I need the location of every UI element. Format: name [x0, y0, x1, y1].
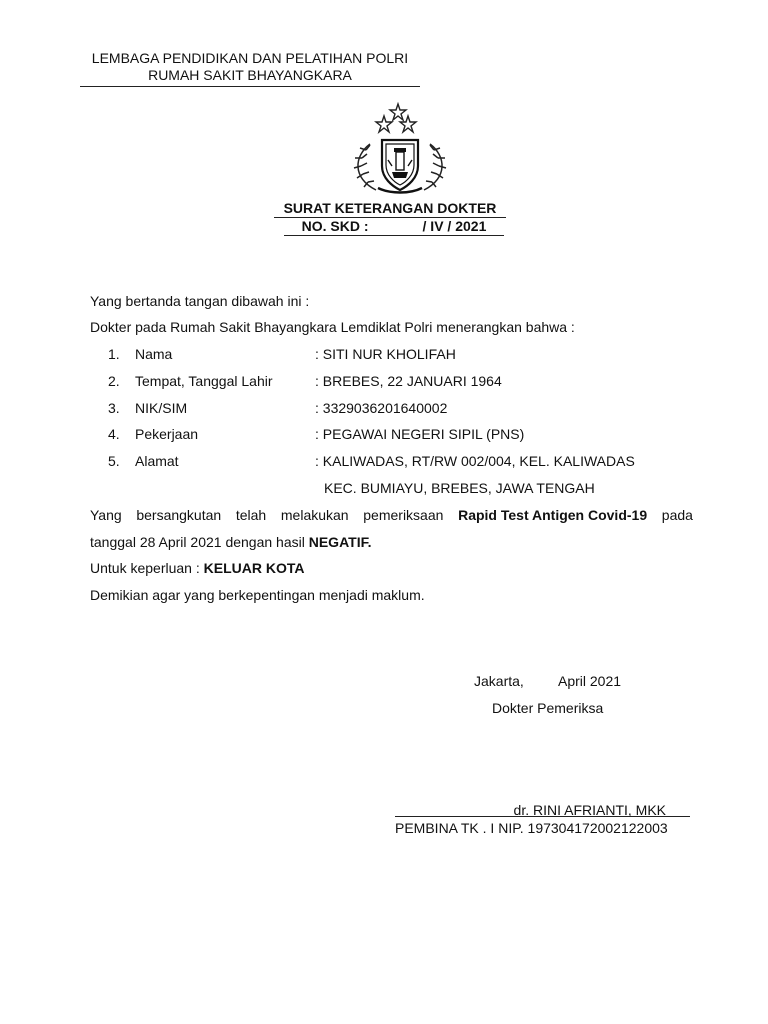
exam-word: melakukan	[280, 507, 349, 523]
list-item-label: NIK/SIM	[135, 400, 188, 416]
list-item	[0, 373, 768, 390]
list-item	[0, 426, 768, 443]
list-item	[0, 346, 768, 363]
list-item-value: : BREBES, 22 JANUARI 1964	[315, 373, 502, 389]
signatory-name-text: dr. RINI AFRIANTI, MKK	[513, 802, 666, 818]
signature-date: April 2021	[558, 673, 622, 689]
list-item	[0, 453, 768, 470]
result-line	[90, 534, 371, 551]
institution-name: LEMBAGA PENDIDIKAN DAN PELATIHAN POLRI	[91, 50, 409, 66]
letter-number-prefix: NO. SKD :	[301, 218, 369, 234]
closing-line: Demikian agar yang berkepentingan menjadi maklum.	[90, 587, 425, 603]
intro-line-1: Yang bertanda tangan dibawah ini :	[90, 293, 310, 309]
list-item	[0, 400, 768, 417]
police-emblem-icon	[340, 100, 460, 196]
list-item-value: : SITI NUR KHOLIFAH	[315, 346, 456, 362]
signatory-rank: PEMBINA TK . I NIP. 197304172002122003	[395, 820, 668, 836]
exam-word: pemeriksaan	[363, 507, 444, 523]
address-continuation: KEC. BUMIAYU, BREBES, JAWA TENGAH	[324, 480, 595, 496]
letter-number-suffix: / IV / 2021	[422, 218, 487, 234]
list-item-value: : KALIWADAS, RT/RW 002/004, KEL. KALIWADAS	[315, 453, 635, 469]
test-name: Rapid Test Antigen Covid-19	[458, 507, 648, 523]
list-item-label: Pekerjaan	[135, 426, 199, 442]
result-value: NEGATIF.	[308, 534, 372, 550]
list-item-label: Nama	[135, 346, 173, 362]
list-item-number: 5.	[108, 453, 120, 469]
list-item-number: 2.	[108, 373, 120, 389]
exam-word: bersangkutan	[136, 507, 222, 523]
list-item-value: : 3329036201640002	[315, 400, 448, 416]
signature-underline	[395, 816, 690, 817]
letter-title	[270, 200, 510, 236]
hospital-name: RUMAH SAKIT BHAYANGKARA	[148, 67, 352, 83]
purpose-text: Untuk keperluan :	[90, 560, 200, 576]
exam-statement-line	[90, 507, 693, 524]
list-item-label: Tempat, Tanggal Lahir	[135, 373, 273, 389]
letter-heading: SURAT KETERANGAN DOKTER	[274, 200, 506, 218]
institution-header	[80, 50, 420, 84]
list-item-number: 3.	[108, 400, 120, 416]
exam-word: pada	[661, 507, 693, 523]
purpose-line	[90, 560, 304, 577]
list-item-value: : PEGAWAI NEGERI SIPIL (PNS)	[315, 426, 525, 442]
list-item-number: 1.	[108, 346, 120, 362]
signature-role: Dokter Pemeriksa	[492, 700, 604, 716]
list-item-label: Alamat	[135, 453, 179, 469]
list-item-number: 4.	[108, 426, 120, 442]
letter-number	[284, 218, 504, 236]
header-underline	[80, 86, 420, 87]
signature-place: Jakarta,	[474, 673, 524, 689]
exam-word: telah	[235, 507, 267, 523]
purpose-value: KELUAR KOTA	[203, 560, 305, 576]
exam-word: Yang	[90, 507, 122, 523]
intro-line-2: Dokter pada Rumah Sakit Bhayangkara Lemdiklat Polri menerangkan bahwa :	[90, 319, 575, 335]
result-text: tanggal 28 April 2021 dengan hasil	[90, 534, 305, 550]
